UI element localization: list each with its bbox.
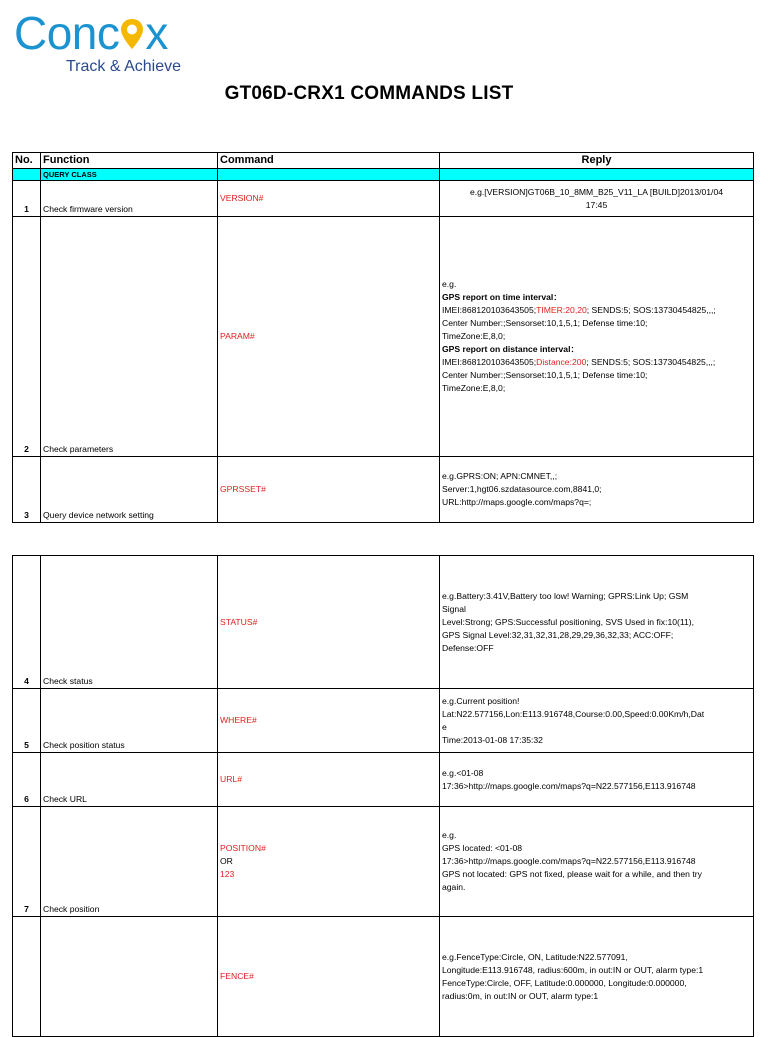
row-number: 2	[13, 217, 41, 457]
class-label: QUERY CLASS	[41, 169, 218, 181]
row-command: POSITION# OR 123	[218, 807, 440, 917]
row-reply: e.g.Battery:3.41V,Battery too low! Warning; GPRS:Link Up; GSM Signal Level:Strong; GPS:Successful positioning, SVS Used in fix:10(11), GPS Signal Level:32,31,32,31,28,29,29,36,32,33; ACC:OFF; Defense:OFF	[440, 556, 754, 689]
table-row	[13, 457, 754, 523]
header-no: No.	[13, 153, 41, 169]
row-number: 1	[13, 181, 41, 217]
row-function: Check status	[41, 556, 218, 689]
row-reply: e.g.FenceType:Circle, ON, Latitude:N22.577091, Longitude:E113.916748, radius:600m, in out:IN or OUT, alarm type:1 FenceType:Circle, OFF, Latitude:0.000000, Longitude:0.000000, radius:0m, in out:IN or OUT, alarm type:1	[440, 917, 754, 1037]
table-row	[13, 807, 754, 917]
row-number: 7	[13, 807, 41, 917]
table-row	[13, 917, 754, 1037]
row-number	[13, 917, 41, 1037]
header-reply: Reply	[440, 153, 754, 169]
row-reply: e.g.GPRS:ON; APN:CMNET,,; Server:1,hgt06.szdatasource.com,8841,0; URL:http://maps.google.com/maps?q=;	[440, 457, 754, 523]
row-number: 4	[13, 556, 41, 689]
header-command: Command	[218, 153, 440, 169]
logo-tagline: Track & Achieve	[66, 58, 182, 75]
class-cell-empty	[218, 169, 440, 181]
row-command: PARAM#	[218, 217, 440, 457]
class-cell-empty	[440, 169, 754, 181]
row-command: VERSION#	[218, 181, 440, 217]
row-command: FENCE#	[218, 917, 440, 1037]
class-cell-empty	[13, 169, 41, 181]
row-reply: e.g.[VERSION]GT06B_10_8MM_B25_V11_LA [BUILD]2013/01/04 17:45	[440, 181, 754, 217]
row-number: 6	[13, 753, 41, 807]
row-function: Check URL	[41, 753, 218, 807]
row-function: Check parameters	[41, 217, 218, 457]
commands-table-1	[12, 152, 754, 523]
row-function	[41, 917, 218, 1037]
row-function: Check firmware version	[41, 181, 218, 217]
row-function: Check position	[41, 807, 218, 917]
row-number: 3	[13, 457, 41, 523]
table-row	[13, 753, 754, 807]
table-row	[13, 181, 754, 217]
row-function: Check position status	[41, 689, 218, 753]
header-function: Function	[41, 153, 218, 169]
row-command: STATUS#	[218, 556, 440, 689]
row-number: 5	[13, 689, 41, 753]
location-pin-icon	[119, 13, 145, 49]
row-command: URL#	[218, 753, 440, 807]
row-reply: e.g.<01-08 17:36>http://maps.google.com/maps?q=N22.577156,E113.916748	[440, 753, 754, 807]
table-row	[13, 689, 754, 753]
table-row	[13, 556, 754, 689]
table-header-row	[13, 153, 754, 169]
commands-table-2	[12, 555, 754, 1037]
row-command: GPRSSET#	[218, 457, 440, 523]
row-function: Query device network setting	[41, 457, 218, 523]
class-row	[13, 169, 754, 181]
row-reply: e.g. GPS located: <01-08 17:36>http://maps.google.com/maps?q=N22.577156,E113.916748 GPS not located: GPS not fixed, please wait for a while, and then try again.	[440, 807, 754, 917]
row-reply: e.g. GPS report on time interval： IMEI:868120103643505;TIMER:20,20; SENDS:5; SOS:13730454825,,,; Center Number:;Sensorset:10,1,5,1; Defense time:10; TimeZone:E,8,0; GPS report on distance interval： IMEI:868120103643505;Distance:200; SENDS:5; SOS:13730454825,,,; Center Number:;Sensorset:10,1,5,1; Defense time:10; TimeZone:E,8,0;	[440, 217, 754, 457]
table-row	[13, 217, 754, 457]
row-reply: e.g.Current position! Lat:N22.577156,Lon:E113.916748,Course:0.00,Speed:0.00Km/h,Dat e Time:2013-01-08 17:35:32	[440, 689, 754, 753]
logo-wordmark: Conc x	[14, 7, 168, 59]
page-title: GT06D-CRX1 COMMANDS LIST	[224, 83, 514, 104]
concox-logo	[14, 8, 214, 78]
row-command: WHERE#	[218, 689, 440, 753]
